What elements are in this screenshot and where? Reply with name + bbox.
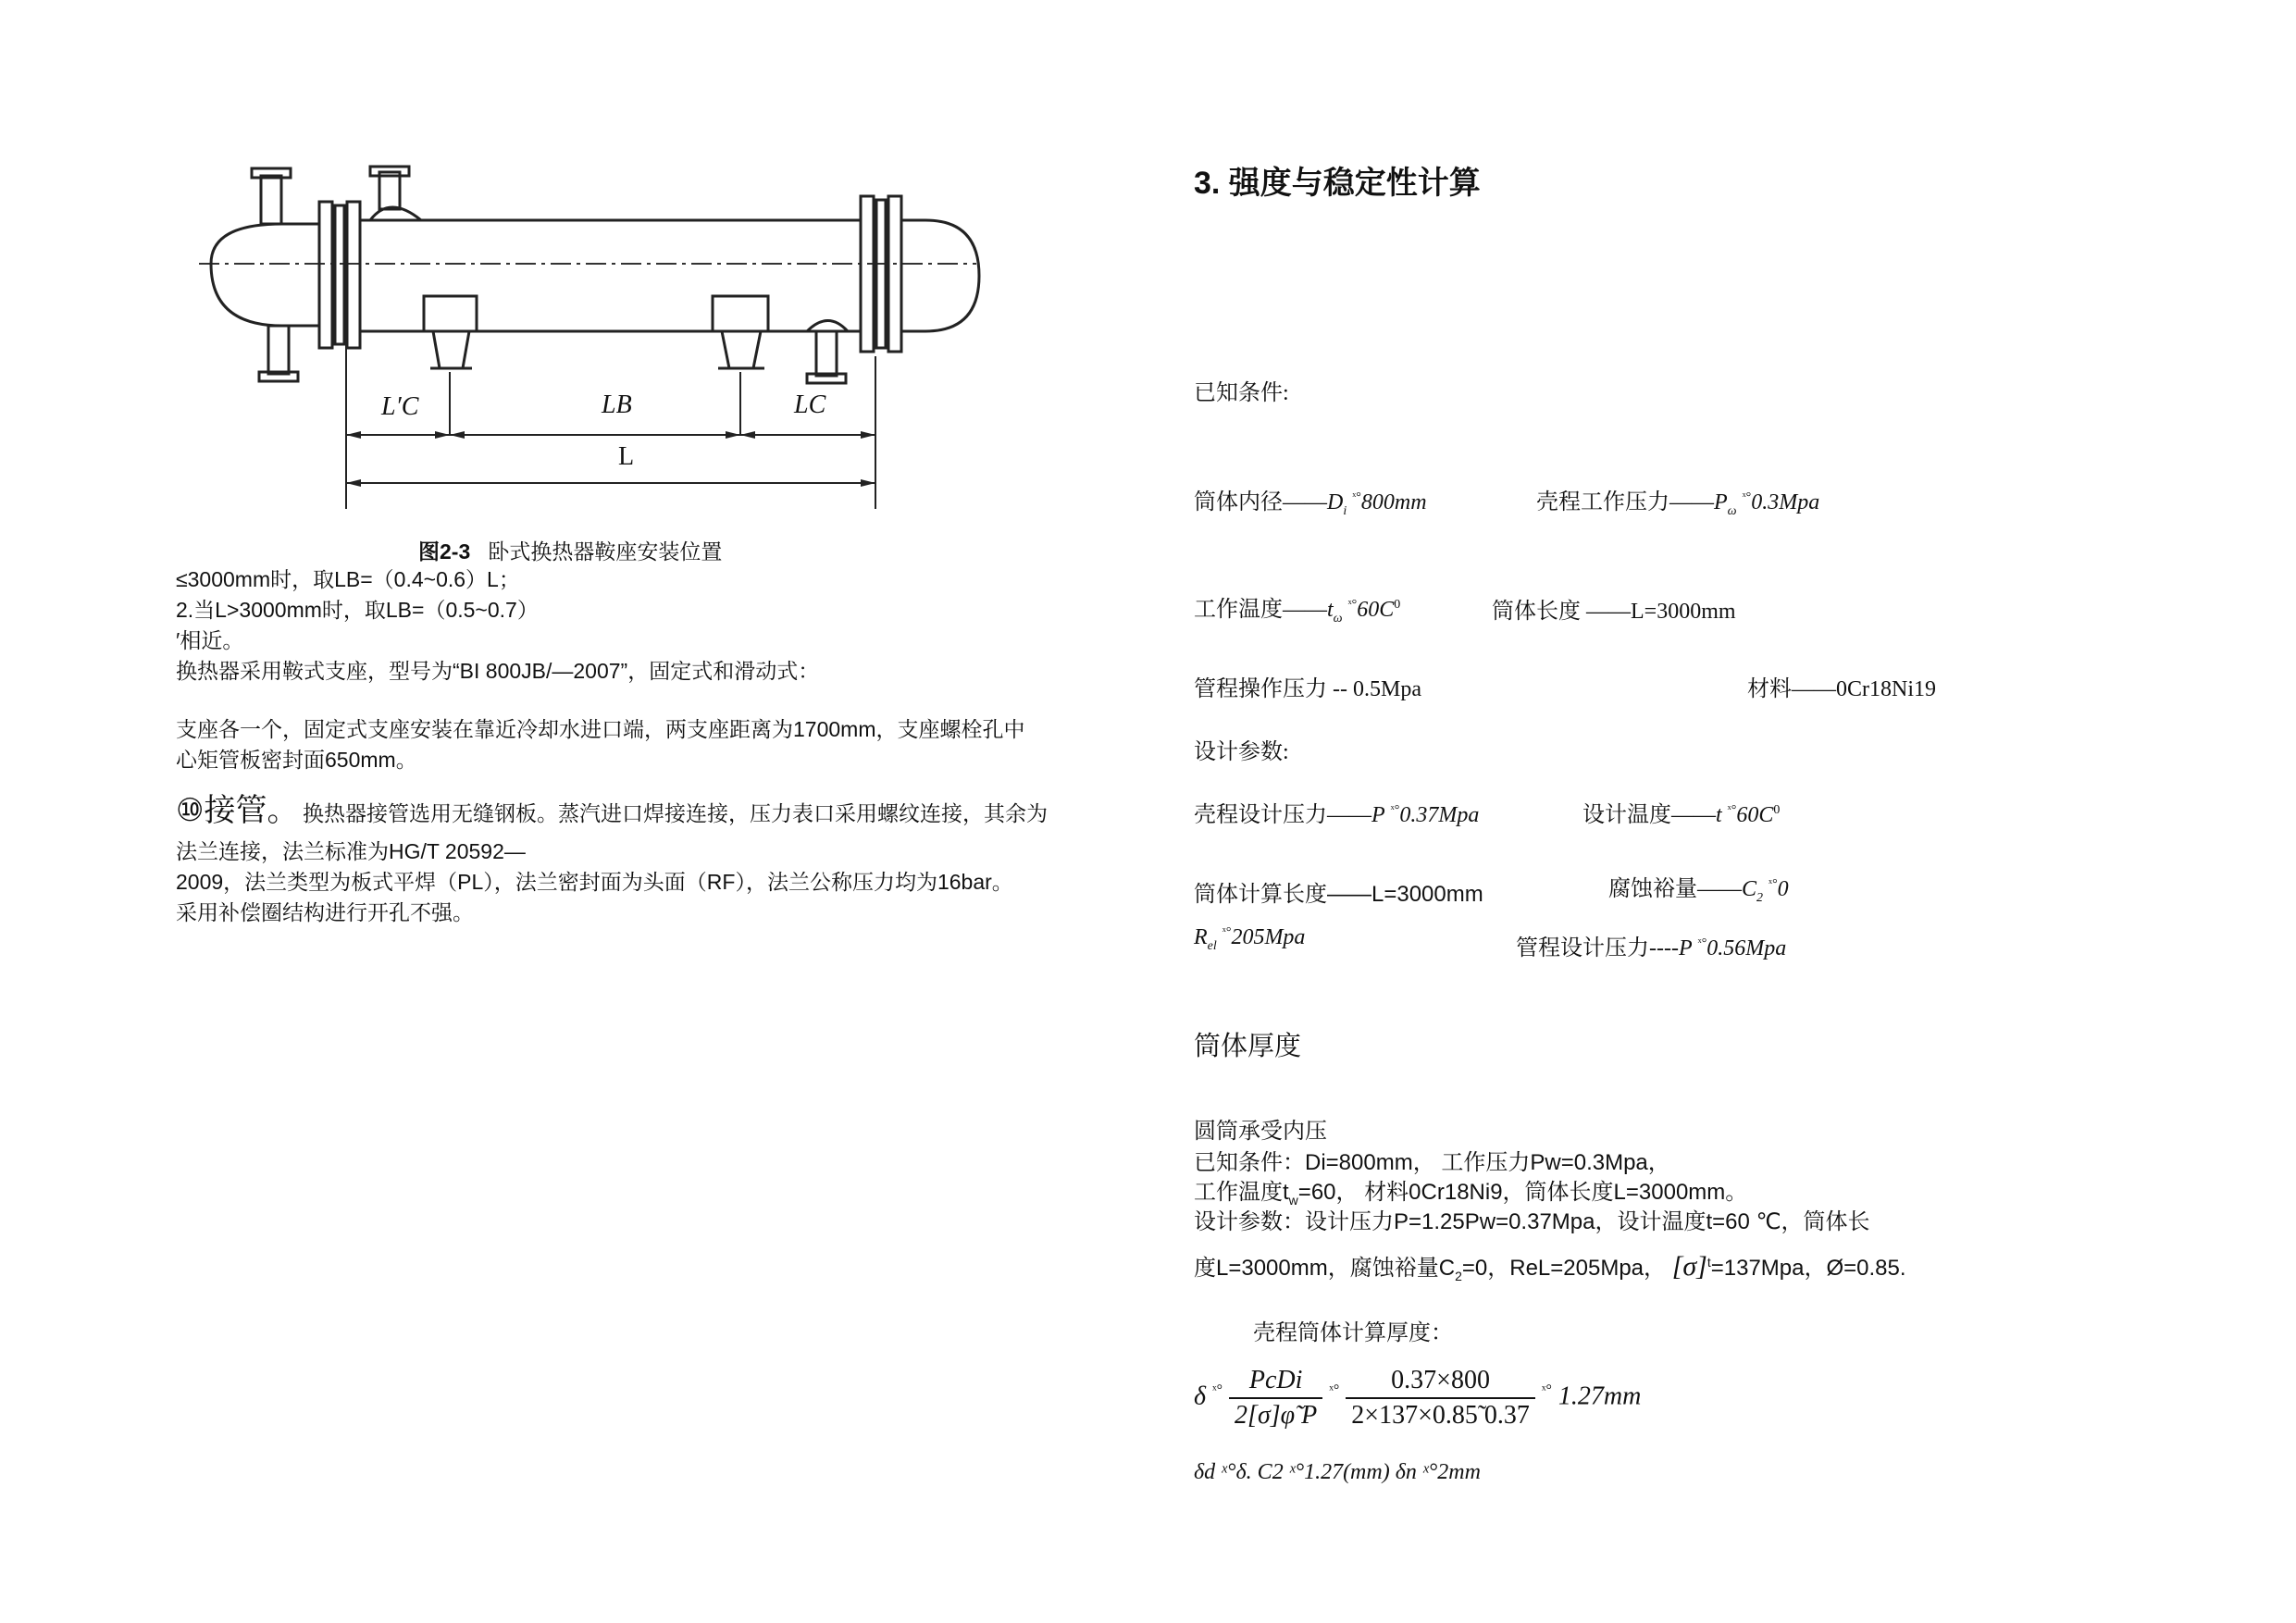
working-temperature-row	[1194, 590, 1400, 626]
fraction-numeric	[1346, 1366, 1535, 1431]
corrosion-allowance-label: 腐蚀裕量——	[1608, 877, 1742, 901]
design-temperature-symbol: t	[1716, 803, 1722, 827]
rel-value: 205Mpa	[1231, 925, 1306, 949]
equals-mark: ˣ°	[1212, 1382, 1223, 1399]
rel-symbol: R	[1194, 925, 1208, 949]
shell-working-pressure-symbol: P	[1714, 490, 1728, 514]
fraction-symbolic-denominator: 2[σ]φ̃ P	[1235, 1401, 1318, 1430]
left-text-line-3: ′相近。	[176, 628, 244, 652]
inner-diameter-symbol: D	[1327, 490, 1344, 514]
length-corrosion-line-b: =0，ReL=205Mpa，	[1461, 1256, 1667, 1281]
figure-caption-number: 图2-3	[418, 539, 471, 564]
figure-caption	[418, 535, 722, 565]
corrosion-allowance-subscript: 2	[1756, 890, 1764, 905]
thickness-result: 1.27mm	[1558, 1381, 1642, 1411]
nozzle-section-line-4: 采用补偿圈结构进行开孔不强。	[176, 900, 474, 924]
working-temperature-line-b: =60， 材料0Cr18Ni9，筒体长度L=3000mm。	[1297, 1180, 1748, 1205]
length-corrosion-line	[1194, 1249, 1906, 1283]
length-corrosion-line-sub: 2	[1455, 1268, 1462, 1283]
shell-working-pressure-value: 0.3Mpa	[1751, 490, 1820, 514]
known-conditions-title: 已知条件:	[1194, 381, 1289, 405]
fraction-numeric-numerator: 0.37×800	[1346, 1366, 1535, 1399]
shell-length: 筒体长度 ——L=3000mm	[1492, 600, 1736, 624]
dim-label-lc: LC	[794, 390, 826, 419]
shell-design-pressure-row	[1194, 796, 1479, 828]
tube-design-pressure-value: 0.56Mpa	[1706, 936, 1787, 960]
nozzle-section-line-3: 2009，法兰类型为板式平焊（PL），法兰密封面为头面（RF），法兰公称压力均为16bar。	[176, 870, 1013, 894]
rel-row	[1194, 925, 1305, 954]
equals-mark: ˣ°	[1352, 490, 1361, 504]
corrosion-allowance-symbol: C	[1742, 877, 1757, 901]
equals-mark: ˣ°	[1390, 803, 1400, 817]
left-text-line-1: ≤3000mm时，取LB=（0.4~0.6）L；	[176, 567, 520, 591]
cylinder-internal-pressure: 圆筒承受内压	[1194, 1120, 1327, 1144]
nozzle-section-text: 换热器接管选用无缝钢板。蒸汽进口焊接连接，压力表口采用螺纹连接，其余为	[302, 801, 1048, 825]
heat-exchanger-figure	[194, 157, 981, 518]
equals-mark: ˣ°	[1329, 1382, 1340, 1399]
thickness-title: 筒体厚度	[1194, 1032, 1302, 1061]
design-params-title: 设计参数:	[1194, 740, 1289, 764]
equals-mark: ˣ°	[1222, 925, 1232, 939]
nozzle-section-mark: ⑩接管。	[176, 793, 299, 828]
fraction-symbolic-numerator: PcDi	[1229, 1366, 1322, 1399]
figure-caption-text: 卧式换热器鞍座安装位置	[488, 540, 723, 564]
nozzle-section-line-1	[176, 785, 1048, 830]
working-temperature-line-a: 工作温度t	[1194, 1180, 1289, 1205]
design-temperature-row	[1582, 796, 1780, 828]
corrosion-allowance-row	[1608, 870, 1789, 906]
shell-design-pressure-label: 壳程设计压力——	[1194, 803, 1371, 827]
thickness-equation	[1194, 1366, 1641, 1431]
left-text-line-2: 2.当L>3000mm时，取LB=（0.5~0.7）	[176, 598, 539, 622]
tube-operating-pressure: 管程操作压力 -- 0.5Mpa	[1194, 677, 1421, 701]
equals-mark: ˣ°	[1541, 1382, 1552, 1399]
equals-mark: ˣ°	[1769, 877, 1778, 891]
equals-mark: ˣ°	[1347, 598, 1358, 612]
shell-design-pressure-symbol: P	[1371, 803, 1385, 827]
shell-working-pressure-label: 壳程工作压力——	[1536, 490, 1714, 514]
working-temperature-value: 60C	[1357, 598, 1395, 622]
calc-thickness-title: 壳程筒体计算厚度：	[1253, 1321, 1453, 1345]
support-paragraph-line-2: 心矩管板密封面650mm。	[176, 748, 417, 772]
calc-length: 筒体计算长度——L=3000mm	[1194, 882, 1483, 907]
working-temperature-subscript: ω	[1333, 611, 1343, 626]
dim-label-l: L	[618, 442, 635, 471]
support-paragraph-line-1: 支座各一个，固定式支座安装在靠近冷却水进口端，两支座距离为1700mm，支座螺栓孔中	[176, 717, 1025, 741]
inner-diameter-label: 筒体内径——	[1194, 490, 1327, 514]
design-temperature-value: 60C	[1736, 803, 1774, 827]
left-text-line-4: 换热器采用鞍式支座，型号为“BI 800JB/—2007”，固定式和滑动式：	[176, 659, 820, 683]
working-temperature-label: 工作温度——	[1194, 598, 1327, 622]
material: 材料——0Cr18Ni19	[1747, 677, 1936, 701]
design-params-line: 设计参数：设计压力P=1.25Pw=0.37Mpa，设计温度t=60 ℃，筒体长	[1194, 1209, 1870, 1234]
allowable-stress-symbol: [σ]	[1671, 1251, 1707, 1282]
corrosion-allowance-value: 0	[1777, 877, 1789, 901]
rel-subscript: el	[1207, 938, 1217, 953]
design-temperature-superscript: 0	[1773, 803, 1781, 817]
length-corrosion-line-a: 度L=3000mm，腐蚀裕量C	[1194, 1256, 1456, 1281]
equals-mark: ˣ°	[1727, 803, 1737, 817]
final-thickness-line: δd ˣ°δ. C2 ˣ°1.27(mm) δn ˣ°2mm	[1194, 1460, 1481, 1484]
tube-design-pressure-label: 管程设计压力----	[1516, 936, 1679, 960]
working-temperature-symbol: t	[1327, 598, 1334, 622]
shell-design-pressure-value: 0.37Mpa	[1399, 803, 1480, 827]
section-heading: 3. 强度与稳定性计算	[1194, 166, 1481, 201]
allowable-stress-superscript: t	[1706, 1255, 1711, 1270]
inner-diameter-subscript: i	[1343, 503, 1347, 518]
delta-symbol: δ	[1194, 1381, 1207, 1411]
fraction-symbolic	[1229, 1366, 1322, 1431]
shell-working-pressure-subscript: ω	[1727, 503, 1737, 518]
dim-label-lb: LB	[602, 390, 632, 419]
equals-mark: ˣ°	[1742, 490, 1752, 504]
inner-diameter-value: 800mm	[1360, 490, 1427, 514]
design-temperature-label: 设计温度——	[1582, 803, 1716, 827]
fraction-numeric-denominator: 2×137×0.85̃ 0.37	[1351, 1401, 1530, 1430]
tube-design-pressure-symbol: P	[1678, 936, 1693, 960]
dim-label-lc-prime: L′C	[381, 392, 419, 421]
equals-mark: ˣ°	[1697, 936, 1707, 950]
tube-design-pressure-row	[1516, 929, 1786, 961]
shell-working-pressure-row	[1536, 483, 1819, 519]
inner-diameter-row	[1194, 483, 1427, 519]
nozzle-section-line-2: 法兰连接，法兰标准为HG/T 20592—	[176, 839, 526, 863]
working-temperature-superscript: 0	[1394, 598, 1401, 612]
working-temperature-line-sub: w	[1288, 1192, 1298, 1208]
known-conditions-line: 已知条件：Di=800mm， 工作压力Pw=0.3Mpa，	[1194, 1150, 1670, 1175]
length-corrosion-line-c: =137Mpa，Ø=0.85.	[1710, 1256, 1906, 1281]
